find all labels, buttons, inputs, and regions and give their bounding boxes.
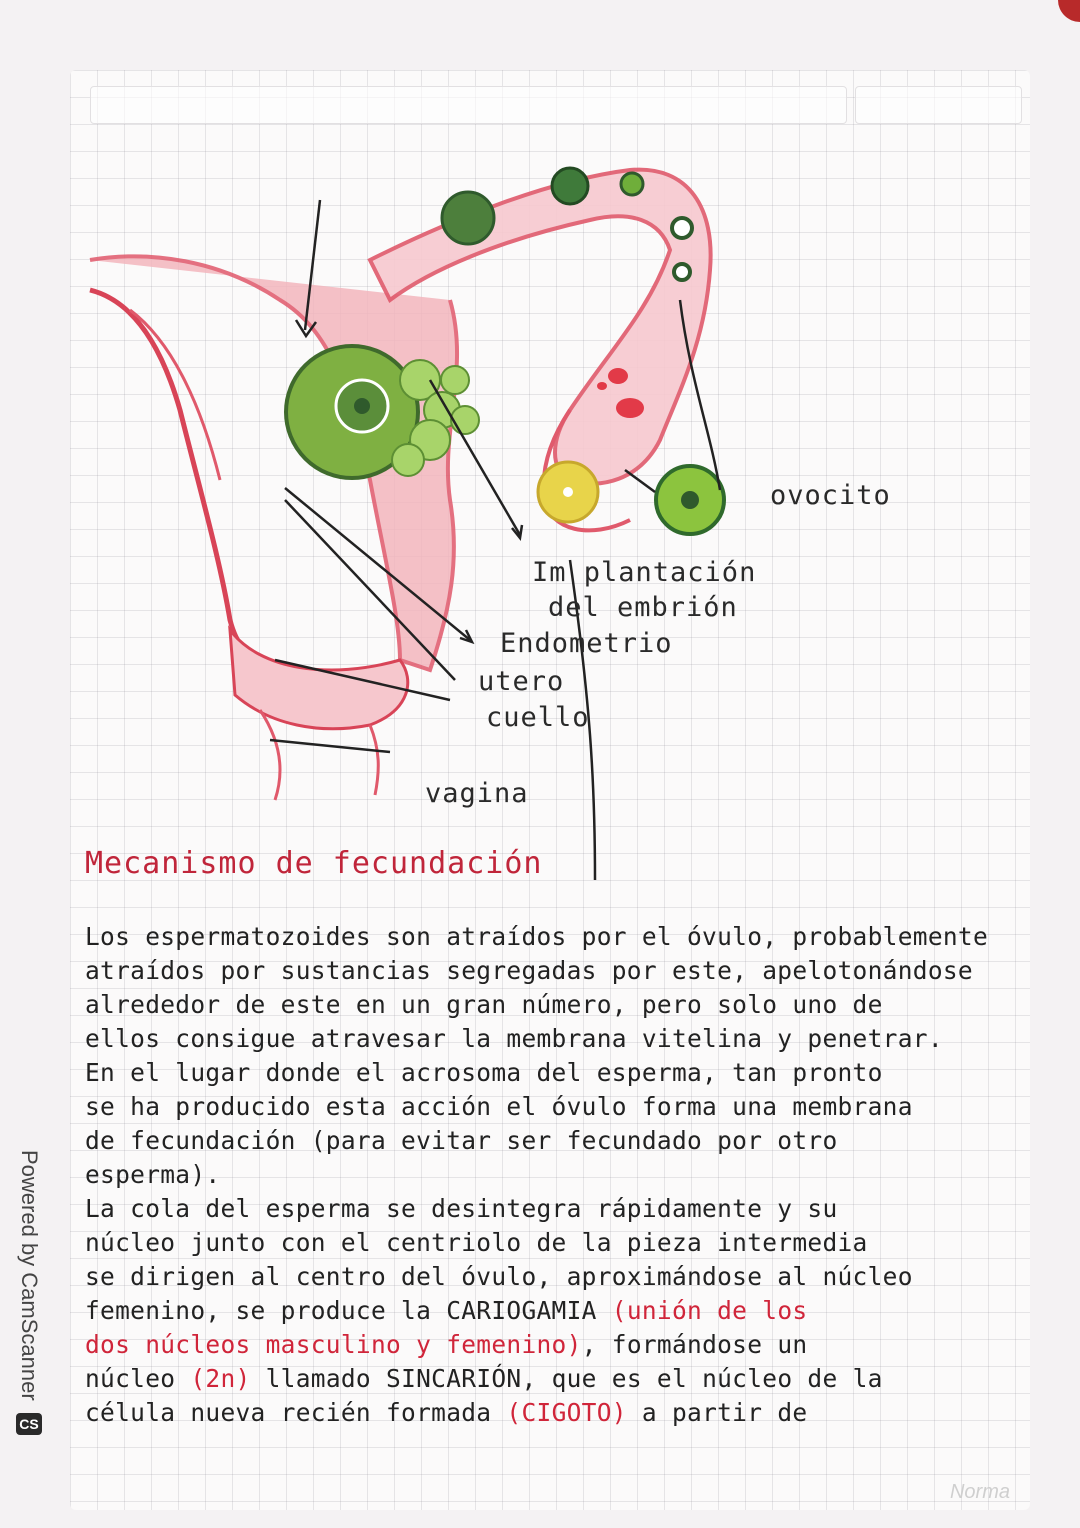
uterus-outer-left <box>90 290 310 685</box>
blastocyst-core <box>354 398 370 414</box>
body-line: se ha producido esta acción el óvulo forma una membrana <box>85 1092 913 1121</box>
body-line: alrededor de este en un gran número, pero solo uno de <box>85 990 883 1019</box>
cervix <box>230 630 408 729</box>
body-line: La cola del esperma se desintegra rápidamente y su <box>85 1194 838 1223</box>
camscanner-icon: CS <box>16 1413 42 1435</box>
vagina-canal-right <box>370 725 378 795</box>
body-line: se dirigen al centro del óvulo, aproximándose al núcleo <box>85 1262 913 1291</box>
header-box-left <box>90 86 847 124</box>
body-line: de fecundación (para evitar ser fecundado por otro <box>85 1126 838 1155</box>
body-line <box>85 1328 1020 1362</box>
label-endometrio: Endometrio <box>500 628 673 659</box>
section-title: Mecanismo de fecundación <box>85 846 543 881</box>
body-text <box>85 920 1020 1430</box>
label-utero: utero <box>478 666 565 697</box>
body-segment: llamado SINCARIÓN, que es el núcleo de la <box>250 1364 883 1393</box>
body-segment: femenino, se produce la CARIOGAMIA <box>85 1296 612 1325</box>
cell-five <box>674 264 690 280</box>
body-line: atraídos por sustancias segregadas por este, apelotonándose <box>85 956 973 985</box>
body-segment-red: (2n) <box>190 1364 251 1393</box>
label-embrion: del embrión <box>548 592 738 623</box>
scanner-text: Powered by CamScanner <box>17 1150 42 1401</box>
body-line <box>85 1294 1020 1328</box>
yellow-cell-center <box>563 487 573 497</box>
cell-four <box>672 218 692 238</box>
red-cell-a <box>608 368 628 384</box>
brand-logo: Norma <box>949 1481 1010 1503</box>
cell-two <box>552 168 588 204</box>
scanner-watermark <box>12 1150 72 1510</box>
body-line: Los espermatozoides son atraídos por el óvulo, probablemente <box>85 922 989 951</box>
vagina-canal <box>260 710 280 800</box>
body-line <box>85 1396 1020 1430</box>
body-line: núcleo junto con el centriolo de la pieza intermedia <box>85 1228 868 1257</box>
body-segment: a partir de <box>626 1398 808 1427</box>
body-segment-red: (CIGOTO) <box>506 1398 627 1427</box>
body-segment-red: (unión de los <box>611 1296 808 1325</box>
label-cuello: cuello <box>486 702 590 733</box>
body-line: esperma). <box>85 1160 221 1189</box>
ovocyte-nucleus <box>681 491 699 509</box>
cell-morula <box>442 192 494 244</box>
label-implantacion: Im plantación <box>532 557 757 588</box>
page-corner <box>1058 0 1080 22</box>
body-segment: , formándose un <box>581 1330 808 1359</box>
body-line <box>85 1362 1020 1396</box>
label-vagina: vagina <box>425 778 529 809</box>
red-cell-c <box>597 382 607 390</box>
body-segment-red: dos núcleos masculino y femenino) <box>85 1330 582 1359</box>
body-line: En el lugar donde el acrosoma del esperma, tan pronto <box>85 1058 883 1087</box>
red-cell-b <box>616 398 644 418</box>
body-segment: célula nueva recién formada <box>85 1398 507 1427</box>
cell-three <box>621 173 643 195</box>
body-line: ellos consigue atravesar la membrana vitelina y penetrar. <box>85 1024 943 1053</box>
header-box-right <box>855 86 1022 124</box>
body-segment: núcleo <box>85 1364 191 1393</box>
label-ovocito: ovocito <box>770 480 891 511</box>
